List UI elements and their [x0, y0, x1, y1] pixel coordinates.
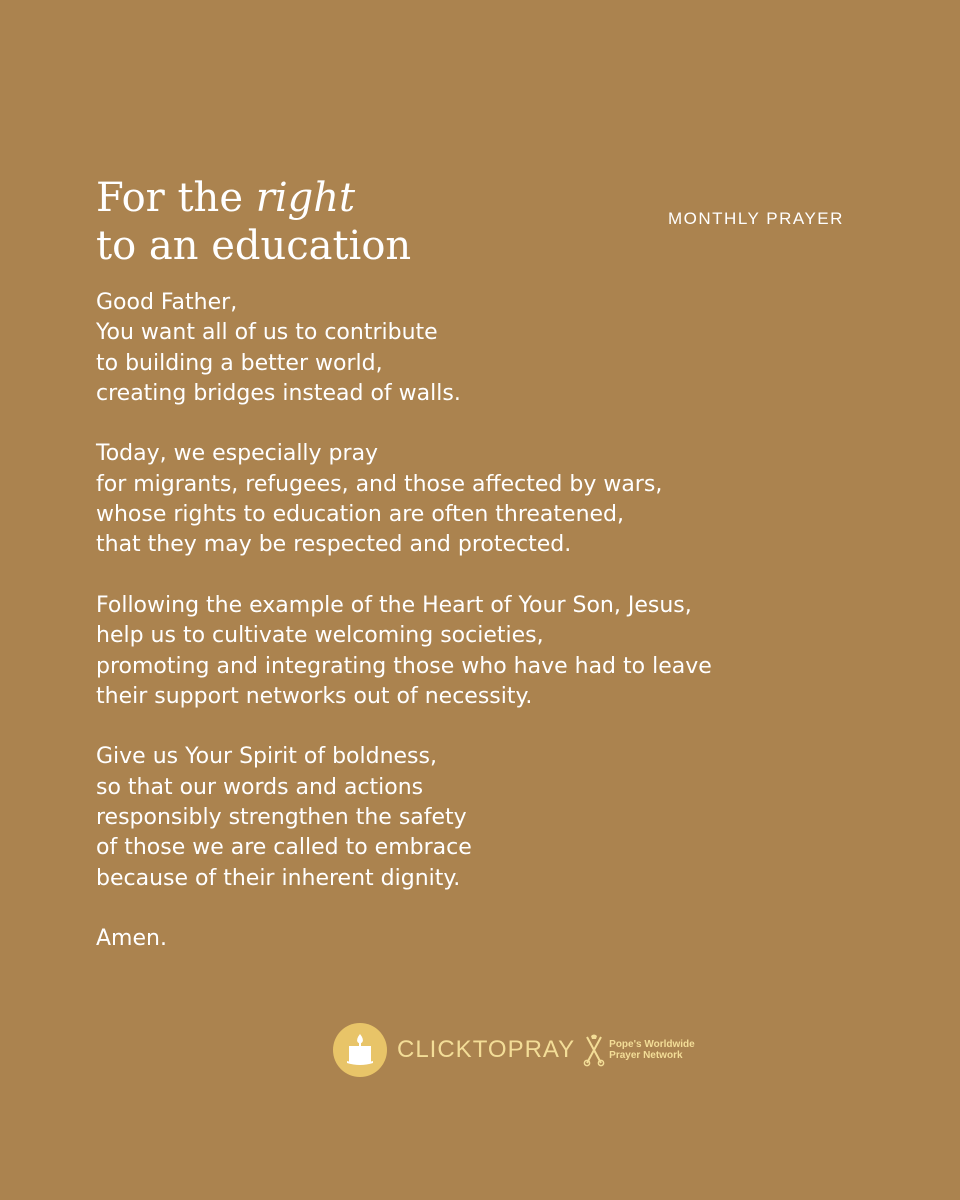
prayer-line: their support networks out of necessity. — [96, 683, 533, 709]
prayer-text — [96, 288, 916, 985]
title-line-2: to an education — [96, 223, 412, 269]
stanza — [96, 591, 916, 712]
stanza — [96, 924, 916, 954]
prayer-title — [96, 174, 411, 270]
prayer-line: because of their inherent dignity. — [96, 865, 461, 891]
prayer-line: Today, we especially pray — [96, 441, 379, 467]
stanza — [96, 742, 916, 893]
prayer-network-name — [609, 1039, 695, 1061]
stanza — [96, 439, 916, 560]
prayer-line: Amen. — [96, 926, 167, 952]
brand-name: CLICKTOPRAY — [397, 1036, 576, 1063]
prayer-line: whose rights to education are often threatened, — [96, 502, 624, 528]
prayer-line: You want all of us to contribute — [96, 320, 438, 346]
clicktopray-logo — [333, 1023, 387, 1077]
stanza — [96, 288, 916, 409]
prayer-line: responsibly strengthen the safety — [96, 805, 467, 831]
title-text: For the — [96, 175, 256, 221]
prayer-line: Give us Your Spirit of boldness, — [96, 744, 437, 770]
prayer-line: Good Father, — [96, 290, 238, 315]
monthly-prayer-label: MONTHLY PRAYER — [668, 209, 844, 228]
candle-icon — [333, 1023, 387, 1077]
title-line-1 — [96, 174, 411, 222]
prayer-line: promoting and integrating those who have had to leave — [96, 653, 712, 679]
prayer-line: help us to cultivate welcoming societies, — [96, 623, 544, 649]
prayer-line: so that our words and actions — [96, 774, 424, 800]
prayer-line: for migrants, refugees, and those affected by wars, — [96, 471, 663, 497]
network-line-2: Prayer Network — [609, 1050, 683, 1061]
footer-logos — [333, 1023, 695, 1077]
prayer-line: of those we are called to embrace — [96, 835, 472, 861]
prayer-line: that they may be respected and protected. — [96, 532, 572, 558]
prayer-line: Following the example of the Heart of Your Son, Jesus, — [96, 592, 692, 618]
title-emphasis: right — [255, 175, 356, 221]
prayer-line: creating bridges instead of walls. — [96, 380, 461, 406]
prayer-line: to building a better world, — [96, 350, 383, 376]
network-line-1: Pope's Worldwide — [609, 1039, 695, 1050]
crossed-keys-icon — [583, 1033, 605, 1067]
